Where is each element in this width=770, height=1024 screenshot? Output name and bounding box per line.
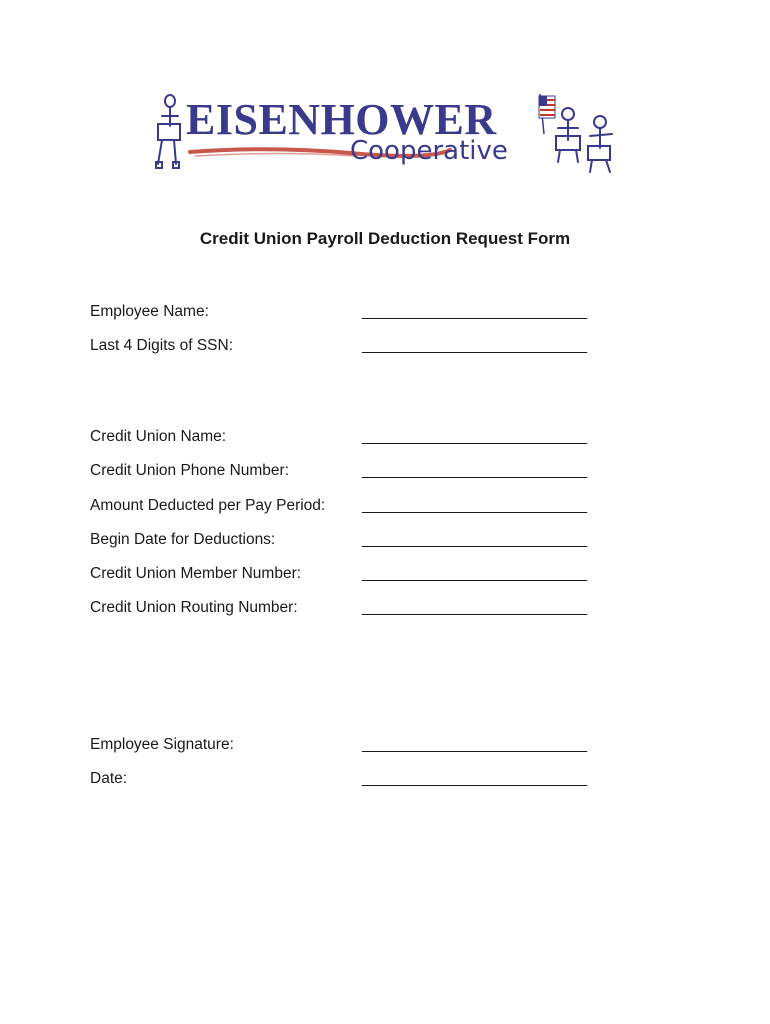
- field-employee-name: [90, 303, 630, 327]
- field-label: Credit Union Phone Number:: [90, 462, 290, 479]
- signature-line[interactable]: ____________________________: [362, 736, 587, 753]
- routing-number-line[interactable]: ____________________________: [362, 599, 587, 616]
- ssn-line[interactable]: ____________________________: [362, 337, 587, 354]
- field-amount-deducted: [90, 497, 630, 521]
- eisenhower-logo: [150, 90, 620, 180]
- logo-subtitle: Cooperative: [350, 136, 508, 166]
- field-label: Credit Union Member Number:: [90, 565, 302, 582]
- form-title: Credit Union Payroll Deduction Request Form: [199, 229, 571, 248]
- date-line[interactable]: ____________________________: [362, 770, 587, 787]
- logo-wordmark: EISENHOWER: [186, 95, 497, 144]
- field-label: Last 4 Digits of SSN:: [90, 337, 234, 354]
- employee-name-line[interactable]: ____________________________: [362, 303, 587, 320]
- field-begin-date: [90, 531, 630, 555]
- amount-deducted-line[interactable]: ____________________________: [362, 497, 587, 514]
- field-label: Credit Union Routing Number:: [90, 599, 298, 616]
- field-routing-number: [90, 599, 630, 623]
- field-credit-union-name: [90, 428, 630, 452]
- field-credit-union-phone: [90, 462, 630, 486]
- field-member-number: [90, 565, 630, 589]
- credit-union-phone-line[interactable]: ____________________________: [362, 462, 587, 479]
- field-label: Date:: [90, 770, 128, 787]
- field-date: [90, 770, 630, 794]
- field-label: Employee Name:: [90, 303, 209, 320]
- field-ssn: [90, 337, 630, 361]
- field-employee-signature: [90, 736, 630, 760]
- field-label: Credit Union Name:: [90, 428, 227, 445]
- field-label: Employee Signature:: [90, 736, 234, 753]
- member-number-line[interactable]: ____________________________: [362, 565, 587, 582]
- credit-union-name-line[interactable]: ____________________________: [362, 428, 587, 445]
- field-label: Begin Date for Deductions:: [90, 531, 276, 548]
- field-label: Amount Deducted per Pay Period:: [90, 497, 326, 514]
- begin-date-line[interactable]: ____________________________: [362, 531, 587, 548]
